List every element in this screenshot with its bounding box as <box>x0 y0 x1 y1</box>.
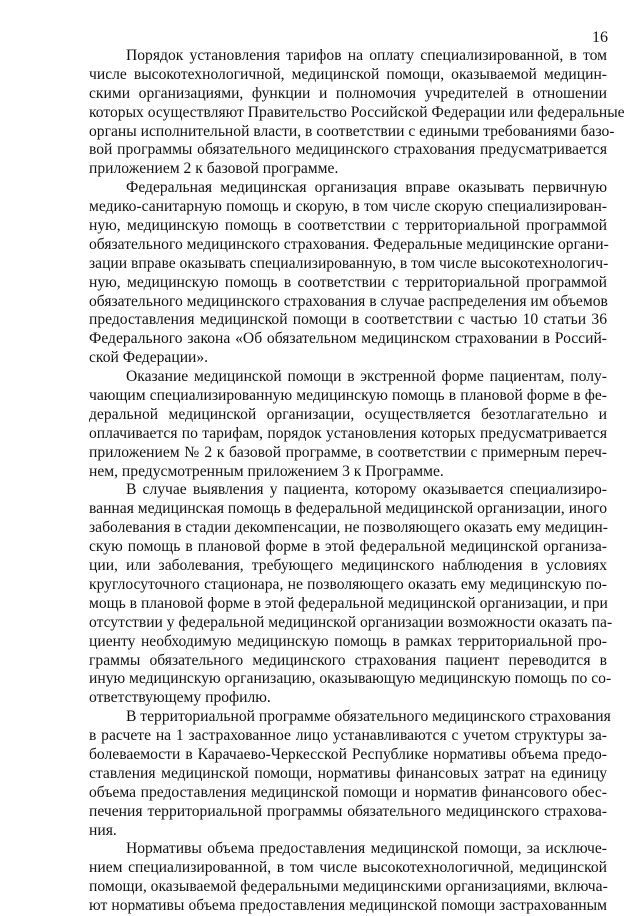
text-line: медико-санитарную помощь и скорую, в том числе скорую специализирован- <box>89 198 607 216</box>
text-line: циенту необходимую медицинскую помощь в рамках территориальной про- <box>89 632 607 650</box>
text-line: обязательного медицинского страхования в случае распределения им объемов <box>89 292 608 310</box>
document-body <box>89 47 625 916</box>
text-line: нем, предусмотренным приложением 3 к Программе. <box>89 462 444 480</box>
text-line: чающим специализированную медицинскую помощь в плановой форме в фе- <box>89 387 607 405</box>
text-line: числе высокотехнологичной, медицинской помощи, оказываемой медицин- <box>89 65 607 83</box>
text-line: объема предоставления медицинской помощи и норматив финансового обес- <box>89 783 607 801</box>
text-line: деральной медицинской организации, осуществляется безотлагательно и <box>89 405 607 423</box>
text-line: помощи, оказываемой федеральными медицинскими организациями, включа- <box>89 878 608 896</box>
text-line: Порядок установления тарифов на оплату специализированной, в том <box>126 47 607 64</box>
text-line: В случае выявления у пациента, которому оказывается специализиро- <box>126 481 607 499</box>
text-line: Нормативы объема предоставления медицинской помощи, за исключе- <box>126 840 607 858</box>
text-line: отсутствии у федеральной медицинской организации возможности оказать па- <box>89 613 613 631</box>
text-line: приложением 2 к базовой программе. <box>89 160 339 178</box>
text-line: оплачивается по тарифам, порядок установления которых предусматривается <box>89 424 607 442</box>
page-number: 16 <box>592 29 608 46</box>
text-line: ную, медицинскую помощь в соответствии с территориальной программой <box>89 217 607 235</box>
text-line: иную медицинскую организацию, оказывающую медицинскую помощь по со- <box>89 670 612 688</box>
text-line: органы исполнительной власти, в соответствии с едиными требованиями базо- <box>89 122 615 140</box>
text-line: заболевания в стадии декомпенсации, не позволяющего оказать ему медицин- <box>89 519 608 537</box>
text-line: ставления медицинской помощи, нормативы финансовых затрат на единицу <box>89 764 607 782</box>
text-line: болеваемости в Карачаево-Черкесской Республике нормативы объема предо- <box>89 745 607 763</box>
text-line: обязательного медицинского страхования. Федеральные медицинские органи- <box>89 235 609 253</box>
text-line: вой программы обязательного медицинского страхования предусматривается <box>89 141 607 159</box>
paragraph <box>89 481 613 708</box>
text-line: ответствующему профилю. <box>89 689 271 707</box>
text-line: предоставления медицинской помощи в соответствии с частью 10 статьи 36 <box>89 311 607 329</box>
text-line: ную, медицинскую помощь в соответствии с территориальной программой <box>89 273 607 291</box>
paragraph <box>89 47 625 179</box>
text-line: зации вправе оказывать специализированную, в том числе высокотехнологич- <box>89 254 609 272</box>
paragraph <box>89 179 607 368</box>
text-line: граммы обязательного медицинского страхования пациент переводится в <box>89 651 607 669</box>
text-line: круглосуточного стационара, не позволяющего оказать ему медицинскую по- <box>89 575 607 593</box>
text-line: приложением № 2 к базовой программе, в соответствии с примерным переч- <box>89 443 607 461</box>
text-line: ния. <box>89 821 117 839</box>
paragraph <box>89 708 611 840</box>
text-line: ской Федерации». <box>89 349 209 367</box>
text-line: В территориальной программе обязательного медицинского страхования <box>126 708 611 726</box>
text-line: мощь в плановой форме в этой федеральной медицинской организации, и при <box>89 594 608 612</box>
text-line: Федеральная медицинская организация вправе оказывать первичную <box>126 179 607 197</box>
paragraph <box>89 368 607 481</box>
text-line: ции, или заболевания, требующего медицинского наблюдения в условиях <box>89 557 607 575</box>
text-line: в расчете на 1 застрахованное лицо устанавливаются с учетом структуры за- <box>89 727 607 745</box>
text-line: нием специализированной, в том числе высокотехнологичной, медицинской <box>89 859 607 877</box>
text-line: скую помощь в плановой форме в этой федеральной медицинской организа- <box>89 538 607 556</box>
text-line: скими организациями, функции и полномочия учредителей в отношении <box>89 84 607 102</box>
text-line: Оказание медицинской помощи в экстренной форме пациентам, полу- <box>126 368 607 386</box>
text-line: печения территориальной программы обязательного медицинского страхова- <box>89 802 607 820</box>
text-line: Федерального закона «Об обязательном медицинском страховании в Россий- <box>89 330 607 348</box>
text-line: ванная медицинская помощь в федеральной медицинской организации, иного <box>89 500 607 518</box>
text-line: ют нормативы объема предоставления медицинской помощи застрахованным <box>89 897 607 915</box>
text-line: которых осуществляют Правительство Российской Федерации или федеральные <box>89 103 625 121</box>
